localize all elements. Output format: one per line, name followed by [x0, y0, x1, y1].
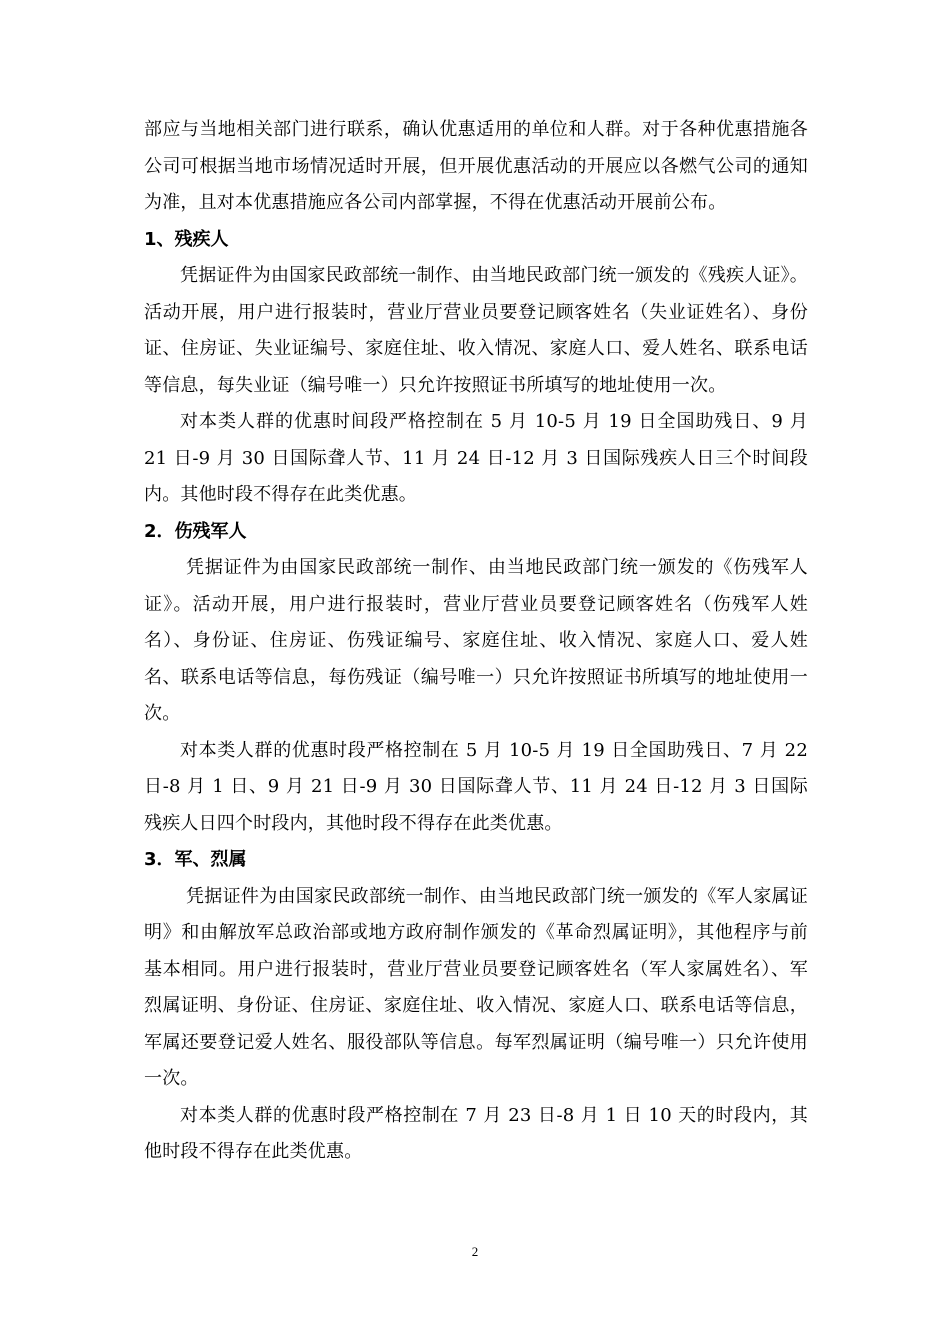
section-heading-disabled: 1、残疾人 [144, 228, 229, 250]
section-heading-disabled-veterans: 2．伤残军人 [144, 520, 247, 542]
section-heading-military-families: 3．军、烈属 [144, 849, 247, 870]
section-disabled-paragraph-2: 对本类人群的优惠时间段严格控制在 5 月 10-5 月 19 日全国助残日、9 月 21 日-9 月 30 日国际聋人节、11 月 24 日-12 月 3 日国际残疾人日三个时间段内。其他时段不得存在此类优惠。 [144, 411, 808, 505]
section-families-paragraph-2: 对本类人群的优惠时段严格控制在 7 月 23 日-8 月 1 日 10 天的时段内，其他时段不得存在此类优惠。 [144, 1104, 808, 1162]
intro-paragraph: 部应与当地相关部门进行联系，确认优惠适用的单位和人群。对于各种优惠措施各公司可根据当地市场情况适时开展，但开展优惠活动的开展应以各燃气公司的通知为准，且对本优惠措施应各公司内部掌握，不得在优惠活动开展前公布。 [144, 119, 808, 213]
section-families-paragraph-1: 凭据证件为由国家民政部统一制作、由当地民政部门统一颁发的《军人家属证明》和由解放军总政治部或地方政府制作颁发的《革命烈属证明》，其他程序与前基本相同。用户进行报装时，营业厅营业员要登记顾客姓名（军人家属姓名）、军烈属证明、身份证、住房证、家庭住址、收入情况、家庭人口、联系电话等信息，军属还要登记爱人姓名、服役部队等信息。每军烈属证明（编号唯一）只允许使用一次。 [144, 885, 808, 1089]
document-body [144, 112, 808, 1171]
section-veterans-paragraph-1: 凭据证件为由国家民政部统一制作、由当地民政部门统一颁发的《伤残军人证》。活动开展，用户进行报装时，营业厅营业员要登记顾客姓名（伤残军人姓名）、身份证、住房证、伤残证编号、家庭住址、收入情况、家庭人口、爱人姓名、联系电话等信息，每伤残证（编号唯一）只允许按照证书所填写的地址使用一次。 [144, 557, 808, 724]
section-disabled-paragraph-1: 凭据证件为由国家民政部统一制作、由当地民政部门统一颁发的《残疾人证》。活动开展，用户进行报装时，营业厅营业员要登记顾客姓名（失业证姓名）、身份证、住房证、失业证编号、家庭住址、收入情况、家庭人口、爱人姓名、联系电话等信息，每失业证（编号唯一）只允许按照证书所填写的地址使用一次。 [144, 265, 808, 396]
page-number: 2 [471, 1244, 479, 1259]
section-veterans-paragraph-2: 对本类人群的优惠时段严格控制在 5 月 10-5 月 19 日全国助残日、7 月 22 日-8 月 1 日、9 月 21 日-9 月 30 日国际聋人节、11 月 24 日-12 月 3 日国际残疾人日四个时段内，其他时段不得存在此类优惠。 [144, 739, 808, 834]
